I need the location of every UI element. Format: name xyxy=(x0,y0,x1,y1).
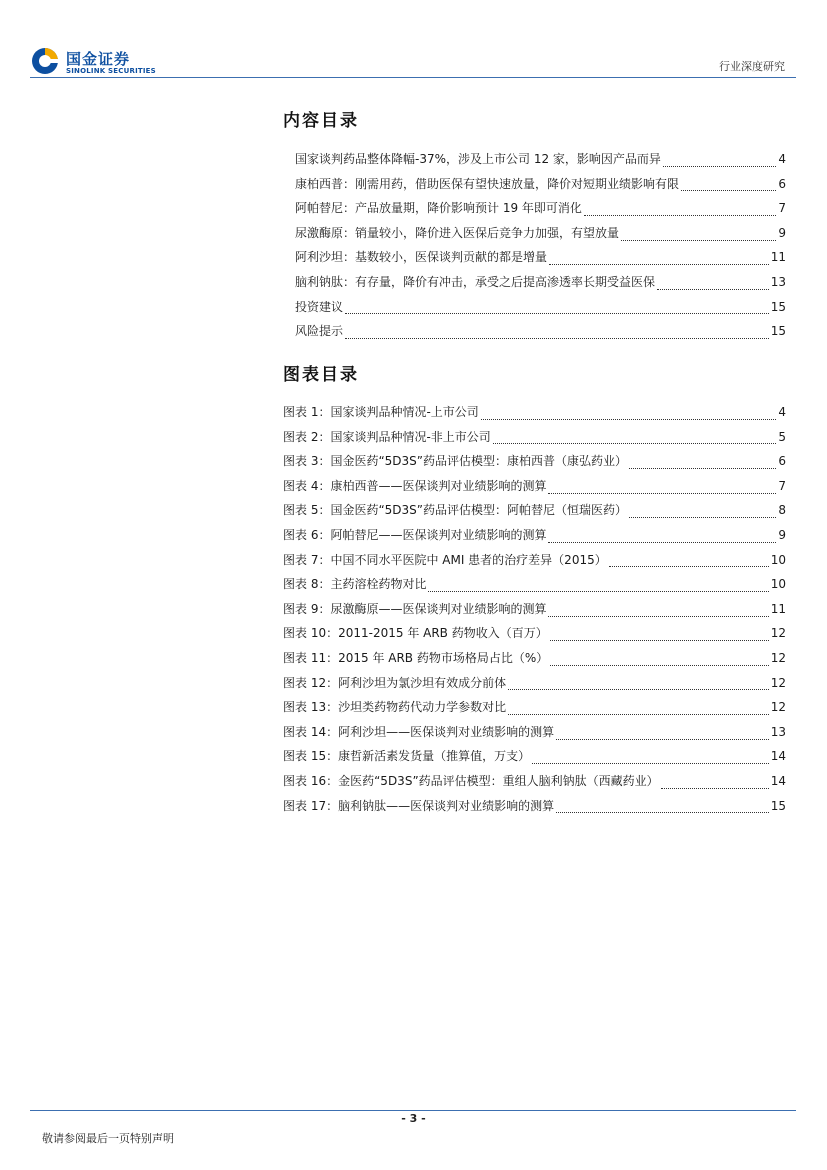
figure-entry[interactable] xyxy=(283,425,786,450)
toc-entry[interactable] xyxy=(283,172,786,197)
footer-disclaimer: 敬请参阅最后一页特别声明 xyxy=(42,1132,174,1145)
toc-entry[interactable] xyxy=(283,221,786,246)
figure-entry-page: 6 xyxy=(778,454,786,469)
figure-entry-page: 12 xyxy=(770,675,786,690)
dot-leader xyxy=(345,330,769,339)
dot-leader xyxy=(621,232,776,241)
figure-entry-page: 7 xyxy=(778,478,786,493)
figure-entry-title: 国金医药“5D3S”药品评估模型：阿帕替尼（恒瑞医药） xyxy=(330,503,628,518)
figure-entry-number: 图表 3： xyxy=(283,454,331,469)
figure-entry-title: 阿帕替尼——医保谈判对业绩影响的测算 xyxy=(330,527,547,542)
figure-entry[interactable] xyxy=(283,720,786,745)
dot-leader xyxy=(663,158,776,167)
toc-entry-page: 7 xyxy=(778,201,786,216)
page-header xyxy=(0,0,827,82)
dot-leader xyxy=(548,534,776,543)
contents-section xyxy=(283,108,786,344)
dot-leader xyxy=(548,608,768,617)
toc-entry[interactable] xyxy=(283,245,786,270)
toc-entry[interactable] xyxy=(283,147,786,172)
figure-entry-page: 11 xyxy=(770,601,786,616)
toc-entry-title: 国家谈判药品整体降幅-37%，涉及上市公司 12 家，影响因产品而异 xyxy=(295,152,661,166)
figure-entry-number: 图表 17： xyxy=(283,798,339,813)
dot-leader xyxy=(629,460,776,469)
figure-entry-title: 康哲新活素发货量（推算值，万支） xyxy=(338,749,531,764)
toc-entry-page: 11 xyxy=(770,250,786,265)
contents-list xyxy=(283,147,786,344)
figure-entry[interactable] xyxy=(283,597,786,622)
figure-entry-page: 9 xyxy=(778,527,786,542)
figure-entry[interactable] xyxy=(283,744,786,769)
figure-entry-page: 12 xyxy=(770,626,786,641)
figure-entry[interactable] xyxy=(283,400,786,425)
dot-leader xyxy=(550,657,768,666)
dot-leader xyxy=(681,182,776,191)
dot-leader xyxy=(609,558,769,567)
figure-entry-title: 阿利沙坦为氯沙坦有效成分前体 xyxy=(338,675,507,690)
figure-entry-title: 国金医药“5D3S”药品评估模型：康柏西普（康弘药业） xyxy=(330,454,628,469)
figure-entry-title: 主药溶栓药物对比 xyxy=(330,577,427,592)
dot-leader xyxy=(584,207,776,216)
toc-entry[interactable] xyxy=(283,270,786,295)
dot-leader xyxy=(508,681,769,690)
figure-entry-title: 康柏西普——医保谈判对业绩影响的测算 xyxy=(330,478,547,493)
figure-entry[interactable] xyxy=(283,695,786,720)
figure-entry[interactable] xyxy=(283,548,786,573)
header-divider xyxy=(30,77,796,78)
figure-entry-title: 金医药“5D3S”药品评估模型：重组人脑利钠肽（西藏药业） xyxy=(338,773,659,788)
figure-entry-title: 尿激酶原——医保谈判对业绩影响的测算 xyxy=(330,601,547,616)
dot-leader xyxy=(629,509,776,518)
figure-entry[interactable] xyxy=(283,621,786,646)
figure-entry-title: 脑利钠肽——医保谈判对业绩影响的测算 xyxy=(338,798,555,813)
report-type: 行业深度研究 xyxy=(719,60,785,73)
logo-chinese-name: 国金证券 xyxy=(66,50,131,68)
figure-entry-number: 图表 16： xyxy=(283,773,339,788)
toc-entry-page: 6 xyxy=(778,176,786,191)
figure-entry-number: 图表 2： xyxy=(283,429,331,444)
sinolink-logo-icon xyxy=(30,46,60,76)
toc-entry-page: 15 xyxy=(770,299,786,314)
toc-entry-page: 13 xyxy=(770,274,786,289)
toc-entry[interactable] xyxy=(283,319,786,344)
figure-entry-page: 12 xyxy=(770,700,786,715)
figure-entry[interactable] xyxy=(283,572,786,597)
logo-english-name: SINOLINK SECURITIES xyxy=(66,67,156,75)
toc-entry[interactable] xyxy=(283,295,786,320)
toc-entry-title: 阿帕替尼：产品放量期，降价影响预计 19 年即可消化 xyxy=(295,201,582,216)
company-logo xyxy=(30,46,170,80)
dot-leader xyxy=(549,256,769,265)
figure-entry-page: 8 xyxy=(778,503,786,518)
figure-entry-page: 10 xyxy=(770,552,786,567)
figure-entry[interactable] xyxy=(283,769,786,794)
figure-entry[interactable] xyxy=(283,646,786,671)
figure-entry-page: 5 xyxy=(778,429,786,444)
dot-leader xyxy=(428,583,768,592)
dot-leader xyxy=(657,281,769,290)
figure-entry-number: 图表 6： xyxy=(283,527,331,542)
figure-entry-title: 2011-2015 年 ARB 药物收入（百万） xyxy=(338,626,548,641)
dot-leader xyxy=(556,731,769,740)
figure-entry[interactable] xyxy=(283,794,786,819)
figure-entry-title: 国家谈判品种情况-非上市公司 xyxy=(330,429,491,444)
figure-entry-number: 图表 7： xyxy=(283,552,331,567)
toc-entry-page: 15 xyxy=(770,324,786,339)
figure-entry-number: 图表 8： xyxy=(283,577,331,592)
figures-section xyxy=(283,362,786,818)
figure-entry[interactable] xyxy=(283,498,786,523)
figure-entry-title: 国家谈判品种情况-上市公司 xyxy=(330,405,479,419)
toc-entry-title: 尿激酶原：销量较小，降价进入医保后竞争力加强，有望放量 xyxy=(295,225,620,240)
figure-entry-page: 14 xyxy=(770,749,786,764)
dot-leader xyxy=(508,706,769,715)
dot-leader xyxy=(481,411,777,420)
figure-entry-title: 阿利沙坦——医保谈判对业绩影响的测算 xyxy=(338,724,555,739)
toc-entry-title: 阿利沙坦：基数较小，医保谈判贡献的都是增量 xyxy=(295,250,548,265)
figure-entry[interactable] xyxy=(283,449,786,474)
toc-entry-page: 9 xyxy=(778,225,786,240)
figure-entry-number: 图表 4： xyxy=(283,478,331,493)
toc-entry-title: 风险提示 xyxy=(295,324,344,339)
figure-entry-number: 图表 5： xyxy=(283,503,331,518)
dot-leader xyxy=(345,305,769,314)
contents-title: 内容目录 xyxy=(283,111,359,131)
footer-divider xyxy=(30,1110,796,1111)
figure-entry-title: 沙坦类药物药代动力学参数对比 xyxy=(338,700,507,715)
toc-entry-page: 4 xyxy=(778,152,786,166)
figure-entry-number: 图表 14： xyxy=(283,724,339,739)
toc-entry[interactable] xyxy=(283,196,786,221)
dot-leader xyxy=(532,755,769,764)
dot-leader xyxy=(548,485,776,494)
page-number: - 3 - xyxy=(401,1112,426,1125)
figures-title: 图表目录 xyxy=(283,365,359,385)
figure-entry[interactable] xyxy=(283,523,786,548)
figure-entry-number: 图表 13： xyxy=(283,700,339,715)
figure-entry-page: 13 xyxy=(770,724,786,739)
figure-entry-number: 图表 12： xyxy=(283,675,339,690)
toc-entry-title: 脑利钠肽：有存量，降价有冲击，承受之后提高渗透率长期受益医保 xyxy=(295,274,656,289)
figure-entry-title: 2015 年 ARB 药物市场格局占比（%） xyxy=(338,650,549,665)
figure-entry-page: 10 xyxy=(770,577,786,592)
figure-entry-number: 图表 15： xyxy=(283,749,339,764)
figure-entry-number: 图表 9： xyxy=(283,601,331,616)
figure-entry-number: 图表 1： xyxy=(283,405,331,419)
toc-entry-title: 康柏西普：刚需用药，借助医保有望快速放量，降价对短期业绩影响有限 xyxy=(295,176,680,191)
figure-entry-number: 图表 10： xyxy=(283,626,339,641)
figure-entry-number: 图表 11： xyxy=(283,650,339,665)
figure-entry-page: 4 xyxy=(778,405,786,419)
figure-entry-page: 14 xyxy=(770,773,786,788)
figure-entry-page: 15 xyxy=(770,798,786,813)
dot-leader xyxy=(556,804,769,813)
toc-entry-title: 投资建议 xyxy=(295,299,344,314)
figure-entry[interactable] xyxy=(283,671,786,696)
dot-leader xyxy=(550,632,769,641)
figure-entry[interactable] xyxy=(283,474,786,499)
figures-list xyxy=(283,400,786,818)
figure-entry-page: 12 xyxy=(770,650,786,665)
dot-leader xyxy=(661,780,769,789)
dot-leader xyxy=(493,435,777,444)
figure-entry-title: 中国不同水平医院中 AMI 患者的治疗差异（2015） xyxy=(330,552,607,567)
